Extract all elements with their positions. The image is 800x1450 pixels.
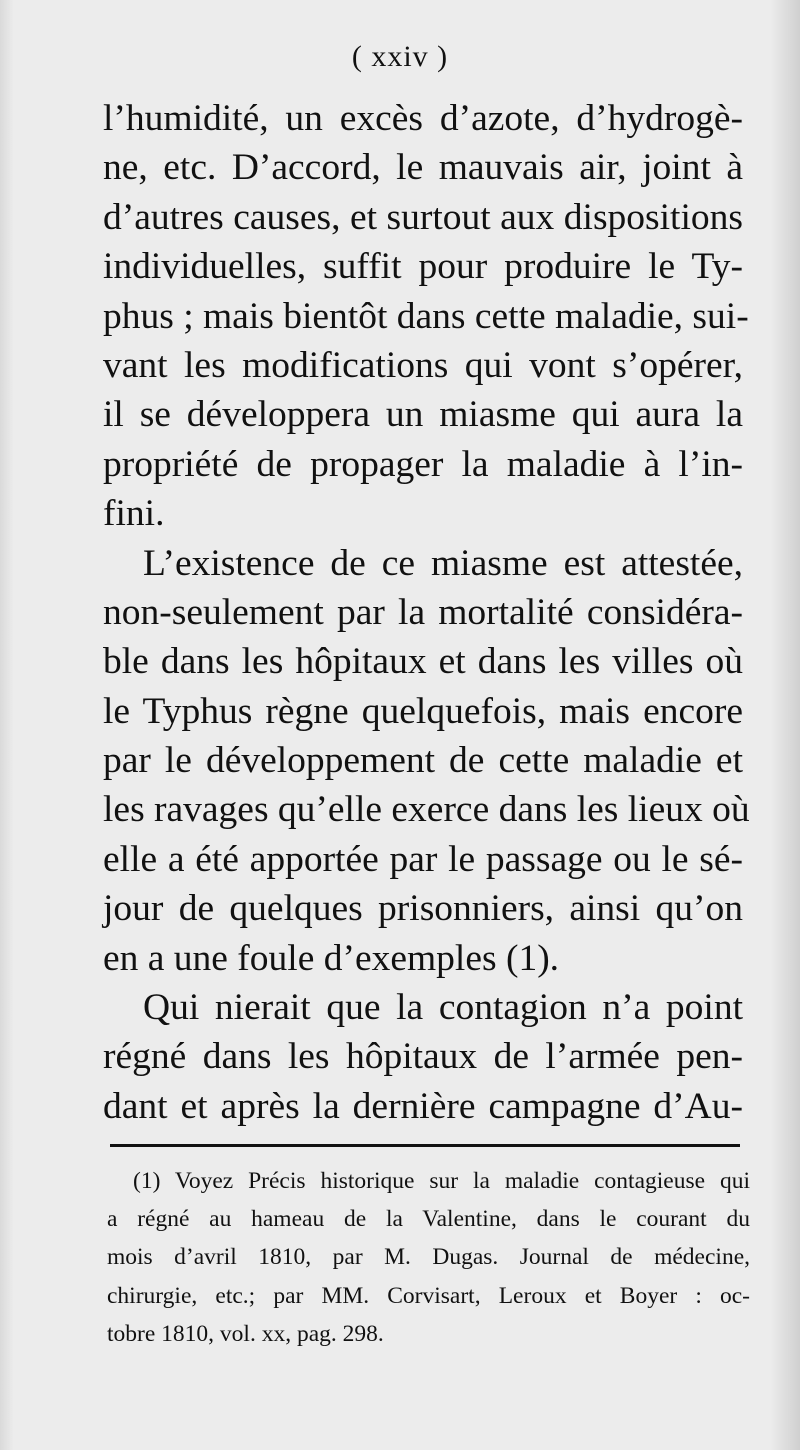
footnote-separator	[110, 1144, 740, 1147]
body-line: le Typhus règne quelquefois, mais encore	[103, 690, 743, 732]
body-line: vant les modifications qui vont s’opérer,	[103, 344, 743, 386]
body-line: elle a été apportée par le passage ou le sé-	[103, 838, 743, 880]
body-line: en a une foule d’exemples (1).	[103, 937, 560, 979]
body-line: ne, etc. D’accord, le mauvais air, joint à	[103, 147, 743, 189]
footnote-line: (1) Voyez Précis historique sur la maladie contagieuse qui	[133, 1168, 750, 1194]
footnote	[107, 1162, 750, 1353]
body-line: d’autres causes, et surtout aux dispositions	[103, 196, 743, 238]
body-line: dant et après la dernière campagne d’Au-	[103, 1085, 743, 1127]
body-line: il se développera un miasme qui aura la	[103, 394, 743, 436]
footnote-line: mois d’avril 1810, par M. Dugas. Journal de médecine,	[107, 1244, 750, 1271]
body-line: phus ; mais bientôt dans cette maladie, sui-	[103, 295, 749, 337]
body-line: non-seulement par la mortalité considéra-	[103, 591, 743, 633]
footnote-line: chirurgie, etc.; par MM. Corvisart, Leroux et Boyer : oc-	[107, 1282, 750, 1309]
body-line: jour de quelques prisonniers, ainsi qu’on	[103, 888, 743, 930]
body-line: individuelles, suffit pour produire le Ty-	[103, 246, 743, 288]
paragraph-start-line: L’existence de ce miasme est attestée,	[143, 542, 743, 584]
body-line: ble dans les hôpitaux et dans les villes où	[103, 641, 743, 683]
footnote-line: a régné au hameau de la Valentine, dans le courant du	[107, 1206, 750, 1233]
page-number: ( xxiv )	[351, 40, 449, 73]
paragraph-start-line: Qui nierait que la contagion n’a point	[143, 987, 743, 1029]
binding-shadow	[770, 0, 800, 1450]
body-line: propriété de propager la maladie à l’in-	[103, 443, 743, 485]
body-text	[103, 94, 750, 1131]
body-line: l’humidité, un excès d’azote, d’hydrogè-	[103, 98, 743, 139]
body-line: les ravages qu’elle exerce dans les lieux où	[103, 789, 750, 831]
body-line: fini.	[103, 493, 165, 535]
page-edge-shadow	[0, 0, 14, 1450]
footnote-line: tobre 1810, vol. xx, pag. 298.	[107, 1320, 384, 1347]
body-line: par le développement de cette maladie et	[103, 740, 743, 782]
body-line: régné dans les hôpitaux de l’armée pen-	[103, 1036, 743, 1078]
